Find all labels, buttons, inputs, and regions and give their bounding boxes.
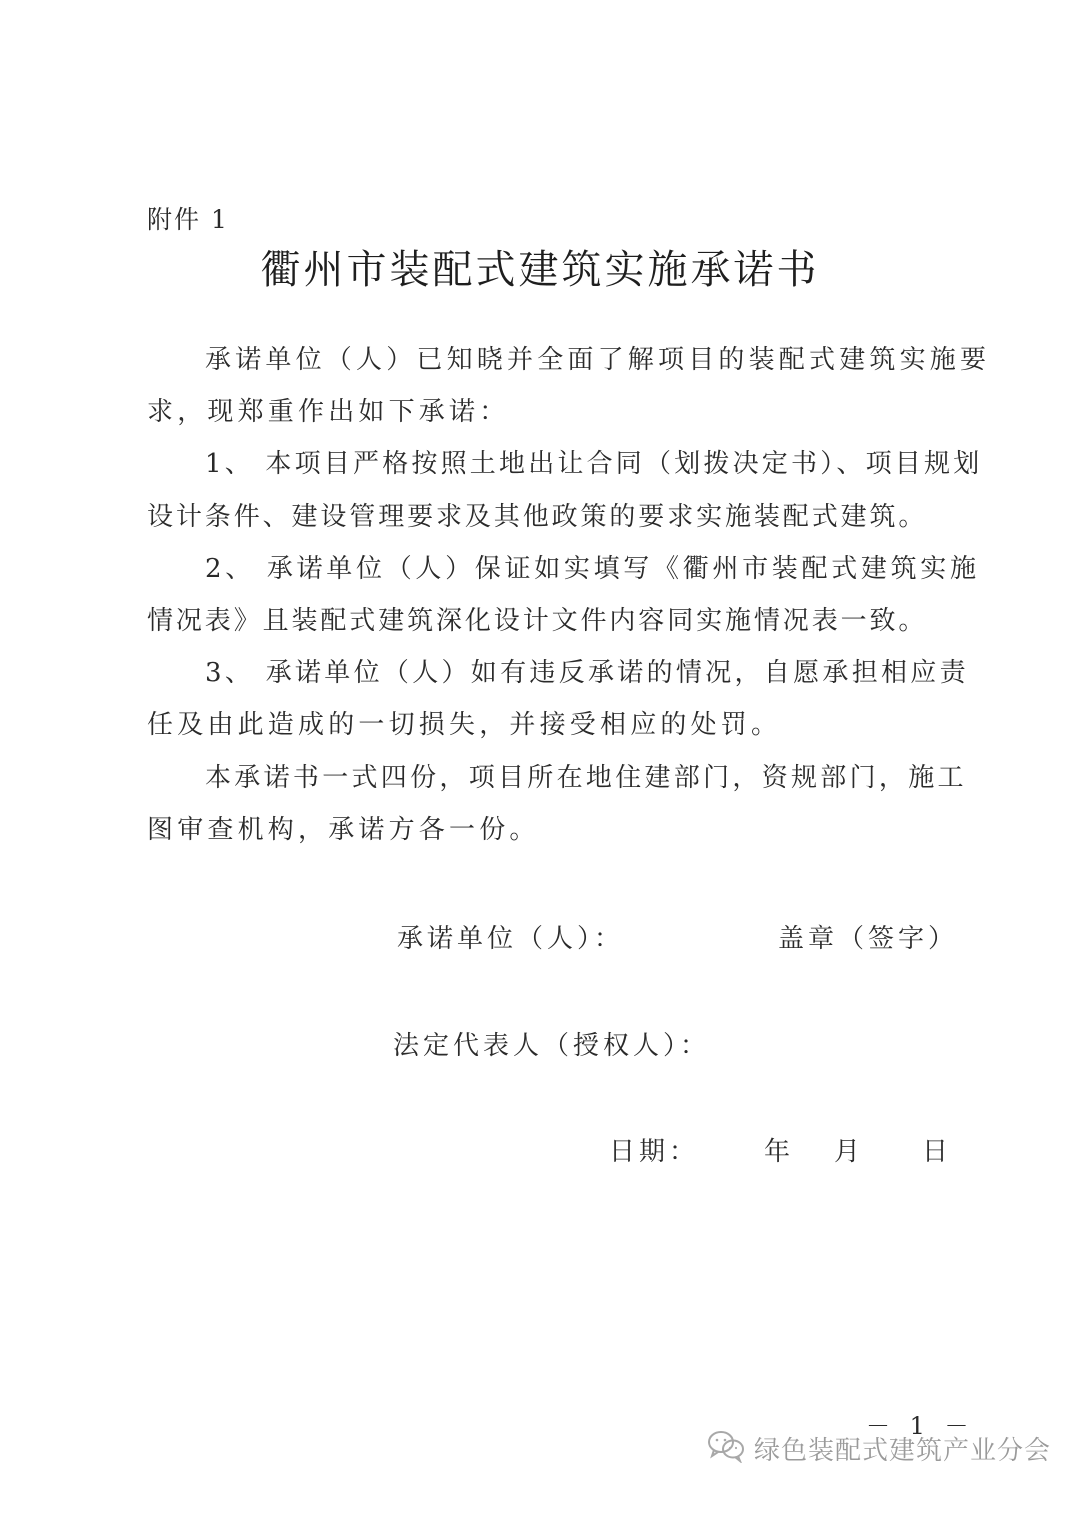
date-label: 日期： bbox=[609, 1137, 700, 1167]
year-label: 年 bbox=[764, 1137, 795, 1167]
attachment-label: 附件 1 bbox=[147, 205, 229, 234]
body-line: 设计条件、建设管理要求及其他政策的要求实施装配式建筑。 bbox=[147, 502, 928, 532]
representative-label: 法定代表人（授权人）： bbox=[393, 1031, 711, 1061]
watermark bbox=[706, 1428, 1051, 1468]
seal-label: 盖章（签字） bbox=[778, 924, 959, 954]
body-line: 图审查机构，承诺方各一份。 bbox=[147, 815, 540, 845]
body-line: 3、 承诺单位（人）如有违反承诺的情况，自愿承担相应责 bbox=[205, 658, 969, 688]
body-line: 本承诺书一式四份，项目所在地住建部门，资规部门，施工 bbox=[205, 763, 967, 793]
body-line: 任及由此造成的一切损失，并接受相应的处罚。 bbox=[147, 710, 782, 740]
body-line: 情况表》且装配式建筑深化设计文件内容同实施情况表一致。 bbox=[147, 606, 928, 636]
watermark-text: 绿色装配式建筑产业分会 bbox=[754, 1435, 1052, 1466]
body-line: 求，现郑重作出如下承诺： bbox=[147, 397, 510, 427]
document-title: 衢州市装配式建筑实施承诺书 bbox=[260, 247, 820, 293]
body-line: 1、 本项目严格按照土地出让合同（划拨决定书）、项目规划 bbox=[205, 449, 983, 479]
month-label: 月 bbox=[834, 1137, 865, 1167]
page-number: － 1 － bbox=[866, 1412, 975, 1440]
wechat-icon bbox=[706, 1429, 746, 1467]
body-line: 承诺单位（人）已知晓并全面了解项目的装配式建筑实施要 bbox=[205, 345, 991, 375]
unit-label: 承诺单位（人）： bbox=[397, 924, 625, 954]
body-line: 2、 承诺单位（人）保证如实填写《衢州市装配式建筑实施 bbox=[205, 554, 980, 584]
day-label: 日 bbox=[922, 1137, 953, 1167]
